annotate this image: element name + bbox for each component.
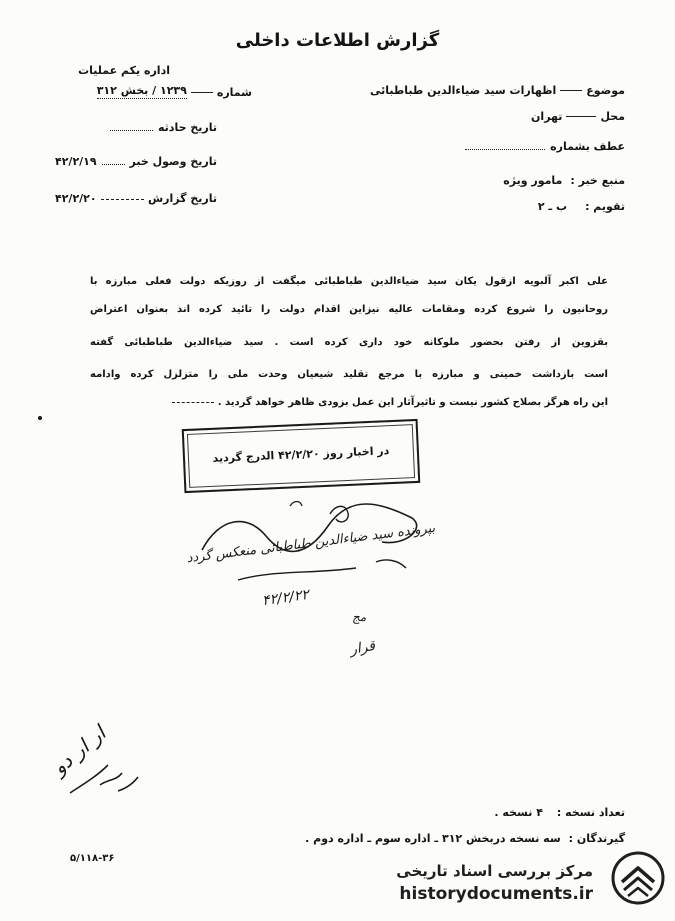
reference-field	[460, 140, 625, 153]
department-label: اداره یکم عملیات	[78, 64, 170, 77]
place-dash	[566, 115, 596, 117]
body-line-1: علی اکبر آلبویه ازقول یکان سید ضیاءالدین طباطبائی میگفت از روزیکه دولت فعلی مبارزه با	[90, 276, 608, 287]
number-field	[55, 84, 252, 99]
report-date-value: ۴۲/۲/۲۰	[55, 192, 97, 205]
source-label: منبع خبر :	[570, 174, 625, 187]
body-line-3: بقزوین از رفتن بحضور ملوکانه خود داری کرده است . سید ضیاءالدین طباطبائی گفته	[90, 337, 608, 348]
incident-date-leader	[110, 129, 153, 131]
watermark-org-name: مرکز بررسی اسناد تاریخی	[396, 862, 593, 880]
watermark-site: historydocuments.ir	[399, 884, 593, 904]
stamp-text: در اخبار روز ۴۲/۲/۲۰ الدرج گردید	[212, 444, 390, 465]
handwritten-initials: مج	[352, 610, 367, 624]
number-value: ۱۲۳۹ / بخش ۳۱۲	[96, 84, 187, 97]
recipients-label: گیرندگان :	[568, 832, 625, 845]
org-logo-icon	[610, 850, 666, 906]
source-value: مامور ویژه	[503, 174, 563, 187]
body-end-dash	[172, 402, 214, 403]
handwritten-decision: قرار	[348, 637, 377, 659]
incident-date-label: تاریخ حادثه	[158, 121, 217, 134]
rating-label: تقویم :	[585, 200, 625, 213]
rating-value: ب ـ ۲	[537, 200, 568, 213]
subject-value: اظهارات سید ضیاءالدین طباطبائی	[370, 84, 557, 97]
rating-field	[513, 200, 625, 213]
subject-field	[350, 84, 625, 97]
handwritten-margin-note: ار ار دو	[47, 720, 111, 780]
subject-dash	[560, 89, 582, 91]
place-value: تهران	[531, 110, 563, 123]
body-line-2: روحانیون را شروع کرده ومقامات عالیه نیزاین اقدام دولت را تائید کرده اند بعنوان اعتراض	[90, 304, 608, 315]
received-date-leader	[102, 163, 125, 165]
incident-date-field	[105, 121, 217, 134]
report-date-leader	[101, 198, 144, 200]
report-date-field	[55, 192, 217, 205]
recipients-value: سه نسخه دربخش ۳۱۲ ـ اداره سوم ـ اداره دوم .	[305, 832, 561, 845]
received-date-value: ۴۲/۲/۱۹	[55, 155, 97, 168]
place-field	[455, 110, 625, 123]
number-label: شماره	[216, 86, 252, 99]
reference-leader	[465, 148, 545, 150]
received-date-label: تاریخ وصول خبر	[129, 155, 217, 168]
margin-scribble	[60, 755, 150, 800]
place-label: محل	[600, 110, 625, 123]
copies-value: ۴ نسخه .	[494, 806, 543, 819]
ink-dot	[38, 416, 42, 420]
handwritten-note: بپرونده سید ضیاءالدین طباطبائی منعکس گردد	[185, 520, 436, 567]
copies-label: تعداد نسخه :	[556, 806, 625, 819]
copies-field	[495, 806, 625, 819]
number-dash	[191, 91, 213, 93]
report-date-label: تاریخ گزارش	[147, 192, 217, 205]
body-line-4: است بازداشت خمینی و مبارزه با مرجع تقلید شیعیان وحدت ملی را متزلزل کرده وادامه	[90, 369, 608, 380]
archive-code: ۵/۱۱۸-۳۶	[70, 853, 115, 864]
handwritten-date: ۴۲/۲/۲۲	[261, 586, 310, 610]
reference-label: عطف بشماره	[550, 140, 625, 153]
body-line-5-wrap	[90, 397, 608, 408]
body-line-5: این راه هرگز بصلاح کشور نیست و تاثیرآثار این عمل بزودی ظاهر خواهد گردید .	[217, 397, 608, 408]
filing-stamp	[182, 419, 421, 493]
department-field	[55, 64, 170, 77]
document-title: گزارش اطلاعات داخلی	[235, 30, 440, 51]
received-date-field	[55, 155, 217, 168]
source-field	[485, 174, 625, 187]
recipients-field	[245, 832, 625, 845]
subject-label: موضوع	[586, 84, 625, 97]
